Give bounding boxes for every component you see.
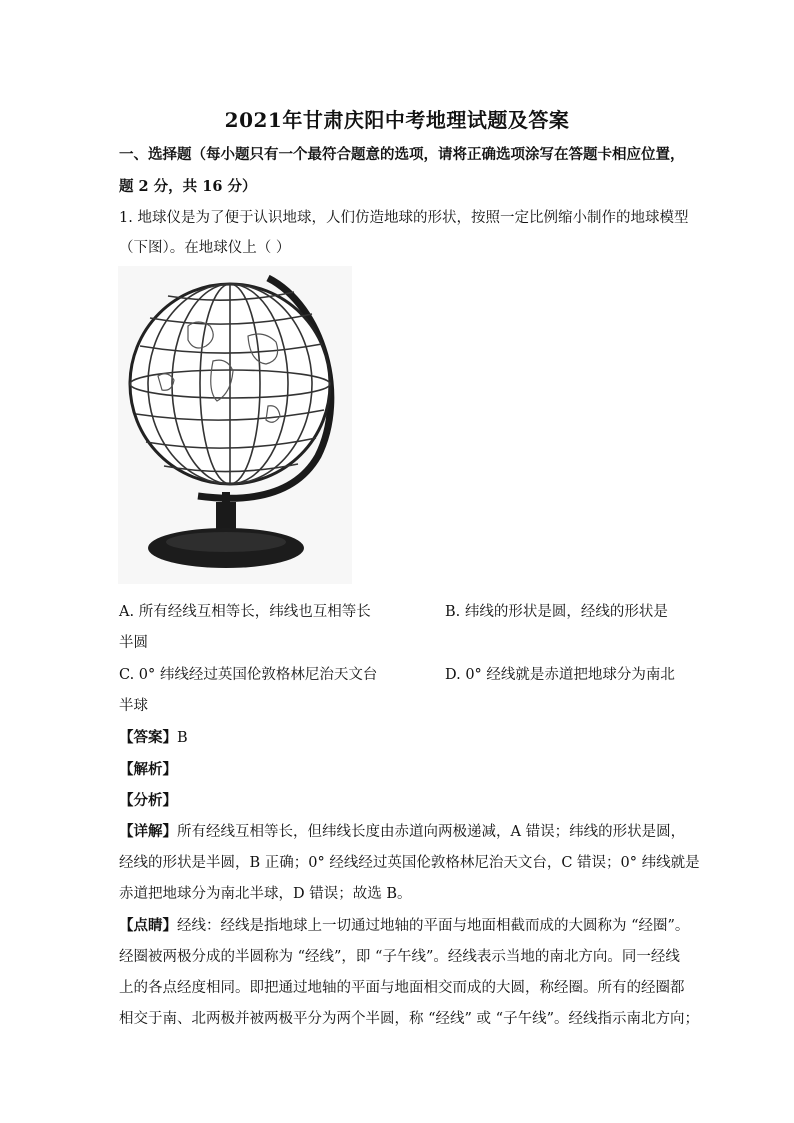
tip-text-1: 经线：经线是指地球上一切通过地轴的平面与地面相截而成的大圆称为 “经圈”。 xyxy=(177,918,690,934)
fenxi-tag: 【分析】 xyxy=(119,792,177,809)
answer-line xyxy=(119,728,188,748)
option-b: B. 纬线的形状是圆，经线的形状是 xyxy=(445,604,668,620)
option-d-continued: 半球 xyxy=(119,698,148,714)
analysis-tag: 【解析】 xyxy=(119,761,177,778)
page-title: 2021年甘肃庆阳中考地理试题及答案 xyxy=(224,108,570,132)
section-heading-line-2: 题 2 分，共 16 分） xyxy=(119,178,257,195)
tip-line-4: 相交于南、北两极并被两极平分为两个半圆，称 “经线” 或 “子午线”。经线指示南北方向； xyxy=(119,1011,699,1027)
section-heading-line-1: 一、选择题（每小题只有一个最符合题意的选项，请将正确选项涂写在答题卡相应位置， xyxy=(119,146,685,163)
question-1-line-2: （下图）。在地球仪上（ ） xyxy=(119,240,291,256)
tip-line-2: 经圈被两极分成的半圆称为 “经线”，即 “子午线”。经线表示当地的南北方向。同一经线 xyxy=(119,949,680,965)
globe-drawing xyxy=(118,266,352,584)
detail-line-3: 赤道把地球分为南北半球，D 错误；故选 B。 xyxy=(119,886,412,902)
detail-line-2: 经线的形状是半圆，B 正确；0° 经线经过英国伦敦格林尼治天文台，C 错误；0° 纬线就是 xyxy=(119,855,700,871)
globe-illustration xyxy=(118,266,352,584)
option-c: C. 0° 纬线经过英国伦敦格林尼治天文台 xyxy=(119,667,378,683)
detail-tag: 【详解】 xyxy=(119,823,177,840)
detail-line-1 xyxy=(119,822,685,842)
answer-tag: 【答案】 xyxy=(119,729,177,746)
detail-text-1: 所有经线互相等长，但纬线长度由赤道向两极递减，A 错误；纬线的形状是圆， xyxy=(177,824,686,840)
option-a: A. 所有经线互相等长，纬线也互相等长 xyxy=(119,604,371,620)
tip-line-3: 上的各点经度相同。即把通过地轴的平面与地面相交而成的大圆，称经圈。所有的经圈都 xyxy=(119,980,685,996)
option-d: D. 0° 经线就是赤道把地球分为南北 xyxy=(445,667,675,683)
tip-line-1 xyxy=(119,916,689,936)
answer-value: B xyxy=(177,730,188,746)
question-1-line-1: 1. 地球仪是为了便于认识地球，人们仿造地球的形状，按照一定比例缩小制作的地球模型 xyxy=(119,210,689,226)
option-b-continued: 半圆 xyxy=(119,635,148,651)
tip-tag: 【点睛】 xyxy=(119,917,177,934)
